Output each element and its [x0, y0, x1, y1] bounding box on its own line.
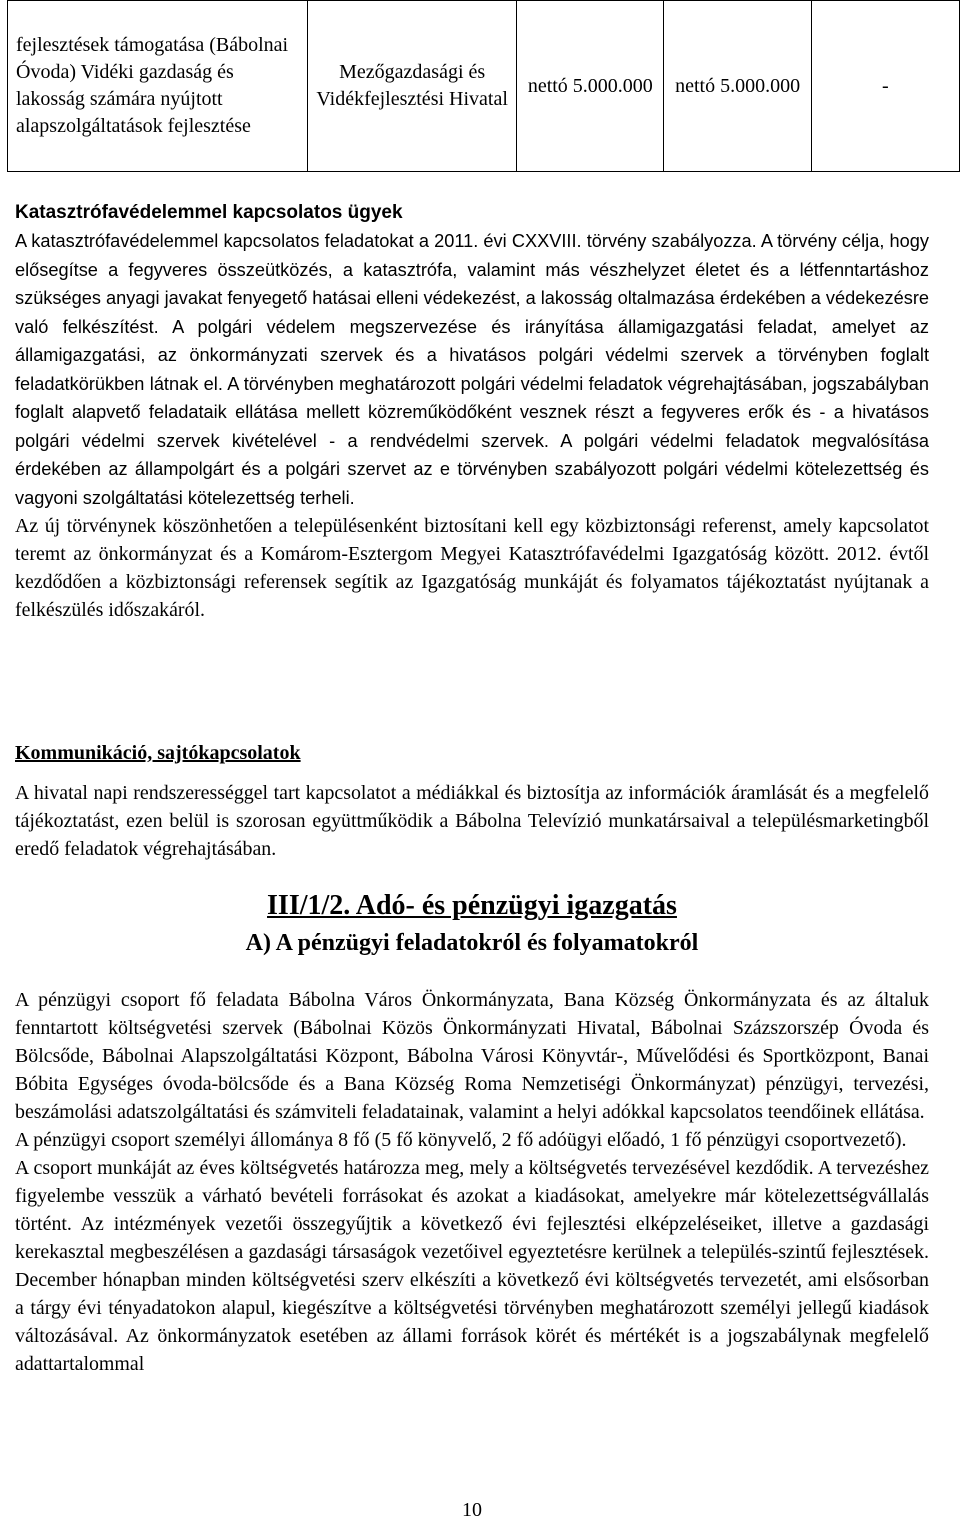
kommunikacio-title: Kommunikáció, sajtókapcsolatok [15, 742, 301, 764]
section-subheading: A) A pénzügyi feladatokról és folyamatokról [245, 930, 699, 956]
dash-cell: - [811, 1, 959, 172]
page-number: 10 [462, 1499, 482, 1521]
katasztrofa-section [15, 199, 929, 624]
table-row [8, 1, 960, 172]
funding-table [7, 0, 960, 172]
katasztrofa-paragraph: A katasztrófavédelemmel kapcsolatos feladatokat a 2011. évi CXXVIII. törvény szabályozza. A törvény célja, hogy elősegítse a fegyveres összeütközés, a katasztrófa, valamint más vészhelyzet életet és a létfenntartáshoz szükséges anyagi javakat fenyegető hatásai elleni védekezést, a lakosság oltalmazása érdekében a védekezésre való felkészítést. A polgári védelem megszervezése és irányítása államigazgatási feladat, amelyet az államigazgatási, az önkormányzati szervek és a hivatásos polgári védelmi szervek a törvényben foglalt feladatkörükben látnak el. A törvényben meghatározott polgári védelmi feladatok végrehajtásában, jogszabályban foglalt alapvető feladataik ellátása mellett közreműködőként vesznek részt a fegyveres erők és - a hivatásos polgári védelmi szervek kivételével - a rendvédelmi szervek. A polgári védelmi feladatok megvalósítása érdekében az állampolgárt és a polgári szervet az e törvényben szabályozott polgári védelmi kötelezettség és vagyoni szolgáltatási kötelezettség terheli. [15, 231, 929, 508]
kommunikacio-paragraph: A hivatal napi rendszerességgel tart kapcsolatot a médiákkal és biztosítja az információk áramlását és a megfelelő tájékoztatást, ezen belül is szorosan együttműködik a Bábolna Televízió munkatársaival a településmarketingből eredő feladatok végrehajtásában. [15, 782, 929, 860]
section-heading: III/1/2. Adó- és pénzügyi igazgatás [267, 890, 677, 921]
agency-cell: Mezőgazdasági és Vidékfejlesztési Hivatal [308, 1, 517, 172]
ado-paragraph-3: A csoport munkáját az éves költségvetés határozza meg, mely a költségvetés tervezésével kezdődik. A tervezéshez figyelembe vesszük a várható bevételi forrásokat és azokat a kiadásokat, amelyekre már kötelezettségvállalás történt. Az intézmények vezetői összegyűjtik a következő évi fejlesztési elképzeléseiket, illetve a gazdasági kerekasztal megbeszélésen a gazdasági társaságok vezetőivel egyeztetésre kerülnek a település-szintű fejlesztések. December hónapban minden költségvetési szerv elkészíti a következő évi költségvetés tervezetét, ami elsősorban a tárgy évi tényadatokon alapul, kiegészítve a költségvetési törvényben meghatározott személyi jellegű kiadások változásával. Az önkormányzatok esetében az állami források körét és mértékét is a jogszabálynak megfelelő adattartalommal [15, 1157, 929, 1375]
ado-paragraph-2: A pénzügyi csoport személyi állománya 8 fő (5 fő könyvelő, 2 fő adóügyi előadó, 1 fő pénzügyi csoportvezető). [15, 1129, 907, 1151]
ado-paragraph-1: A pénzügyi csoport fő feladata Bábolna Város Önkormányzata, Bana Község Önkormányzata és az általuk fenntartott költségvetési szervek (Bábolnai Közös Önkormányzati Hivatal, Bábolnai Százszorszép Óvoda és Bölcsőde, Bábolnai Alapszolgáltatási Központ, Bábolna Városi Könyvtár-, Művelődési és Sportközpont, Banai Bóbita Egységes óvoda-bölcsőde és a Bana Község Roma Nemzetiségi Önkormányzat) pénzügyi, tervezési, beszámolási adatszolgáltatási és számviteli feladatainak, valamint a helyi adókkal kapcsolatos teendőinek ellátása. [15, 989, 929, 1123]
ado-section [15, 986, 929, 1378]
amount-cell-2: nettó 5.000.000 [664, 1, 811, 172]
kommunikacio-section [15, 779, 929, 863]
amount-cell-1: nettó 5.000.000 [517, 1, 664, 172]
katasztrofa-title: Katasztrófavédelemmel kapcsolatos ügyek [15, 202, 403, 223]
katasztrofa-paragraph-2: Az új törvénynek köszönhetően a településenként biztosítani kell egy közbiztonsági referenst, amely kapcsolatot teremt az önkormányzat és a Komárom-Esztergom Megyei Katasztrófavédelmi Igazgatóság között. 2012. évtől kezdődően a közbiztonsági referensek segítik az Igazgatóság munkáját és folyamatos tájékoztatást nyújtanak a felkészülés időszakáról. [15, 515, 929, 621]
project-cell: fejlesztések támogatása (Bábolnai Óvoda) Vidéki gazdaság és lakosság számára nyújtott alapszolgáltatások fejlesztése [8, 1, 308, 172]
